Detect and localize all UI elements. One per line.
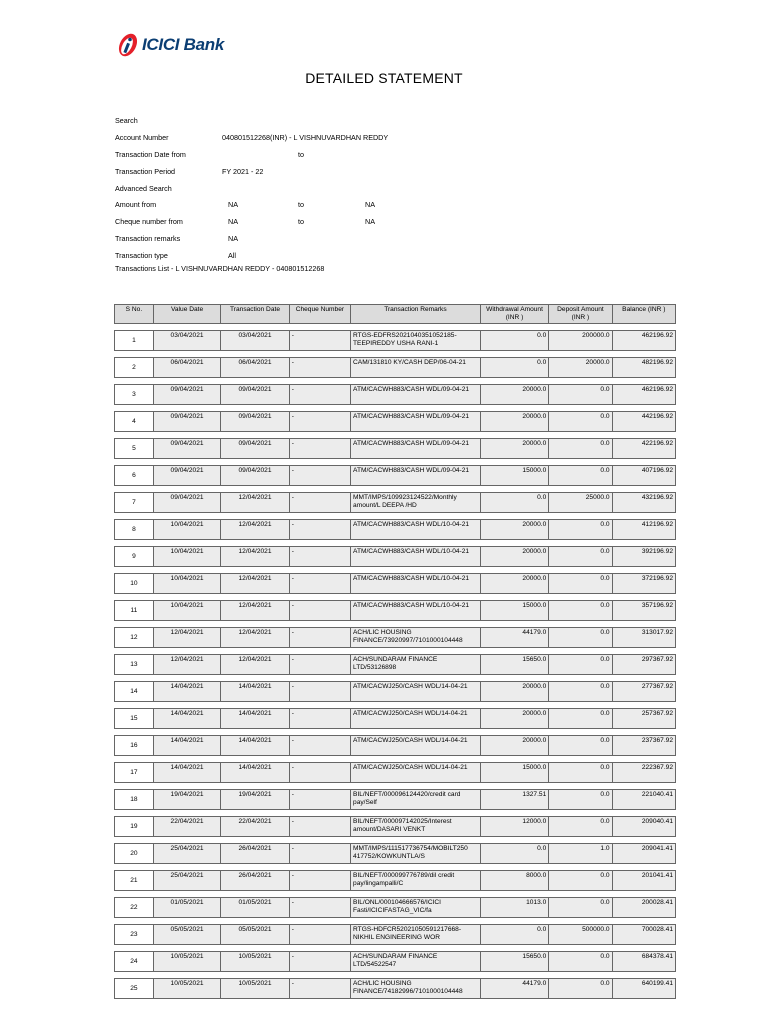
cell-withdrawal: 0.0 [481, 843, 549, 864]
cell-transaction-date: 12/04/2021 [221, 654, 289, 675]
cell-balance: 442196.92 [613, 411, 676, 432]
cell-remarks: RTGS-EDFRS2021040351052185-TEEPIREDDY USHA RANI-1 [351, 330, 481, 351]
table-row [114, 411, 676, 432]
cell-deposit: 0.0 [549, 978, 612, 999]
cell-sno: 6 [114, 465, 154, 486]
cell-balance: 201041.41 [613, 870, 676, 891]
cell-deposit: 0.0 [549, 600, 612, 621]
amount-from-value: NA [228, 200, 238, 210]
cell-balance: 297367.92 [613, 654, 676, 675]
cell-balance: 357196.92 [613, 600, 676, 621]
cell-withdrawal: 0.0 [481, 330, 549, 351]
cell-sno: 7 [114, 492, 154, 513]
cell-sno: 14 [114, 681, 154, 702]
cell-sno: 18 [114, 789, 154, 810]
cell-remarks: ATM/CACWH883/CASH WDL/10-04-21 [351, 573, 481, 594]
transactions-body [114, 330, 676, 999]
account-number-value: 040801512268(INR) - L VISHNUVARDHAN REDDY [222, 132, 389, 142]
remarks-value: NA [228, 234, 238, 244]
cell-value-date: 09/04/2021 [154, 492, 221, 513]
cell-deposit: 500000.0 [549, 924, 612, 945]
table-row [114, 951, 676, 972]
table-row [114, 654, 676, 675]
cell-value-date: 19/04/2021 [154, 789, 221, 810]
cell-withdrawal: 20000.0 [481, 411, 549, 432]
cell-cheque-number: - [290, 897, 351, 918]
cell-cheque-number: - [290, 600, 351, 621]
table-row [114, 816, 676, 837]
cell-deposit: 0.0 [549, 762, 612, 783]
cheque-from-label: Cheque number from [115, 217, 183, 227]
cell-transaction-date: 22/04/2021 [221, 816, 289, 837]
cell-cheque-number: - [290, 492, 351, 513]
amount-to-value: NA [365, 200, 375, 210]
cell-withdrawal: 15000.0 [481, 465, 549, 486]
advanced-search-label: Advanced Search [115, 183, 172, 193]
remarks-label: Transaction remarks [115, 234, 181, 244]
cell-withdrawal: 0.0 [481, 924, 549, 945]
table-row [114, 546, 676, 567]
cell-withdrawal: 1327.51 [481, 789, 549, 810]
cell-value-date: 14/04/2021 [154, 762, 221, 783]
cell-balance: 313017.92 [613, 627, 676, 648]
cell-transaction-date: 12/04/2021 [221, 546, 289, 567]
cell-remarks: ACH/LIC HOUSING FINANCE/73920997/7101000104448 [351, 627, 481, 648]
cell-transaction-date: 12/04/2021 [221, 600, 289, 621]
search-details [115, 113, 675, 278]
cell-sno: 4 [114, 411, 154, 432]
cell-sno: 15 [114, 708, 154, 729]
cell-cheque-number: - [290, 438, 351, 459]
cell-sno: 21 [114, 870, 154, 891]
header-withdrawal: Withdrawal Amount (INR ) [481, 304, 549, 324]
cell-sno: 24 [114, 951, 154, 972]
cell-deposit: 0.0 [549, 681, 612, 702]
cell-cheque-number: - [290, 519, 351, 540]
table-row [114, 897, 676, 918]
cell-remarks: RTGS-HDFCR52021050591217668-NIKHIL ENGINEERING WOR [351, 924, 481, 945]
cell-withdrawal: 20000.0 [481, 546, 549, 567]
cell-deposit: 0.0 [549, 816, 612, 837]
cell-value-date: 25/04/2021 [154, 843, 221, 864]
cell-sno: 11 [114, 600, 154, 621]
table-row [114, 627, 676, 648]
cell-remarks: ATM/CACWH883/CASH WDL/09-04-21 [351, 465, 481, 486]
cell-deposit: 0.0 [549, 627, 612, 648]
cell-deposit: 0.0 [549, 654, 612, 675]
cell-value-date: 14/04/2021 [154, 681, 221, 702]
header-sno: S No. [114, 304, 154, 324]
cell-remarks: ACH/LIC HOUSING FINANCE/74182996/7101000104448 [351, 978, 481, 999]
transactions-table [114, 298, 676, 1005]
cell-withdrawal: 12000.0 [481, 816, 549, 837]
cell-cheque-number: - [290, 843, 351, 864]
amount-from-label: Amount from [115, 200, 157, 210]
cell-cheque-number: - [290, 924, 351, 945]
cell-deposit: 0.0 [549, 411, 612, 432]
cell-withdrawal: 15000.0 [481, 762, 549, 783]
cell-deposit: 20000.0 [549, 357, 612, 378]
cell-remarks: ATM/CACWJ250/CASH WDL/14-04-21 [351, 735, 481, 756]
cell-value-date: 10/04/2021 [154, 519, 221, 540]
cell-balance: 237367.92 [613, 735, 676, 756]
type-value: All [228, 251, 236, 261]
search-label: Search [115, 116, 138, 125]
cell-sno: 9 [114, 546, 154, 567]
table-header-row [114, 304, 676, 324]
cell-balance: 482196.92 [613, 357, 676, 378]
cell-balance: 221040.41 [613, 789, 676, 810]
cell-transaction-date: 14/04/2021 [221, 735, 289, 756]
header-transaction-date: Transaction Date [221, 304, 289, 324]
cell-sno: 19 [114, 816, 154, 837]
cell-cheque-number: - [290, 330, 351, 351]
cell-transaction-date: 09/04/2021 [221, 411, 289, 432]
cell-transaction-date: 06/04/2021 [221, 357, 289, 378]
cheque-to-label: to [298, 217, 304, 227]
cell-balance: 407196.92 [613, 465, 676, 486]
date-to-label: to [298, 149, 304, 159]
cell-cheque-number: - [290, 816, 351, 837]
cell-transaction-date: 19/04/2021 [221, 789, 289, 810]
cell-transaction-date: 12/04/2021 [221, 573, 289, 594]
bank-logo [117, 32, 224, 58]
cell-withdrawal: 20000.0 [481, 438, 549, 459]
cell-balance: 222367.92 [613, 762, 676, 783]
cell-sno: 1 [114, 330, 154, 351]
table-row [114, 492, 676, 513]
cell-transaction-date: 14/04/2021 [221, 681, 289, 702]
cell-withdrawal: 44179.0 [481, 978, 549, 999]
cell-transaction-date: 05/05/2021 [221, 924, 289, 945]
table-row [114, 870, 676, 891]
cell-withdrawal: 0.0 [481, 357, 549, 378]
table-row [114, 600, 676, 621]
cell-withdrawal: 44179.0 [481, 627, 549, 648]
date-from-label: Transaction Date from [115, 149, 186, 159]
cell-remarks: ACH/SUNDARAM FINANCE LTD/53126898 [351, 654, 481, 675]
cell-deposit: 0.0 [549, 870, 612, 891]
cell-sno: 20 [114, 843, 154, 864]
cell-balance: 209041.41 [613, 843, 676, 864]
table-row [114, 789, 676, 810]
cell-value-date: 05/05/2021 [154, 924, 221, 945]
cell-deposit: 200000.0 [549, 330, 612, 351]
cell-balance: 412196.92 [613, 519, 676, 540]
cell-remarks: ATM/CACWH883/CASH WDL/10-04-21 [351, 546, 481, 567]
cell-remarks: BIL/NEFT/000096124420/credit card pay/Self [351, 789, 481, 810]
cell-transaction-date: 09/04/2021 [221, 438, 289, 459]
cell-remarks: ATM/CACWH883/CASH WDL/09-04-21 [351, 411, 481, 432]
cell-remarks: MMT/IMPS/111517736754/MOBILT250 417752/KOWKUNTLA/S [351, 843, 481, 864]
cell-deposit: 0.0 [549, 465, 612, 486]
cell-withdrawal: 15000.0 [481, 600, 549, 621]
cell-withdrawal: 20000.0 [481, 708, 549, 729]
cell-transaction-date: 12/04/2021 [221, 492, 289, 513]
cell-value-date: 09/04/2021 [154, 411, 221, 432]
cell-value-date: 09/04/2021 [154, 465, 221, 486]
cell-transaction-date: 14/04/2021 [221, 762, 289, 783]
table-row [114, 708, 676, 729]
cell-deposit: 0.0 [549, 546, 612, 567]
cell-remarks: BIL/NEFT/000099776789/dil credit pay/lingampalli/C [351, 870, 481, 891]
page-title: DETAILED STATEMENT [305, 70, 463, 86]
cell-balance: 462196.92 [613, 384, 676, 405]
header-deposit: Deposit Amount (INR ) [549, 304, 612, 324]
cell-cheque-number: - [290, 546, 351, 567]
cell-remarks: ATM/CACWH883/CASH WDL/09-04-21 [351, 438, 481, 459]
cell-cheque-number: - [290, 411, 351, 432]
cell-transaction-date: 12/04/2021 [221, 627, 289, 648]
type-label: Transaction type [115, 251, 168, 261]
cell-balance: 372196.92 [613, 573, 676, 594]
cheque-to-value: NA [365, 217, 375, 227]
cell-withdrawal: 20000.0 [481, 573, 549, 594]
cell-transaction-date: 14/04/2021 [221, 708, 289, 729]
cell-withdrawal: 20000.0 [481, 735, 549, 756]
cell-balance: 257367.92 [613, 708, 676, 729]
cell-remarks: ATM/CACWJ250/CASH WDL/14-04-21 [351, 681, 481, 702]
cell-sno: 10 [114, 573, 154, 594]
cell-remarks: ATM/CACWJ250/CASH WDL/14-04-21 [351, 708, 481, 729]
cell-cheque-number: - [290, 654, 351, 675]
cell-value-date: 12/04/2021 [154, 627, 221, 648]
header-remarks: Transaction Remarks [351, 304, 481, 324]
table-row [114, 843, 676, 864]
cell-balance: 209040.41 [613, 816, 676, 837]
cell-balance: 462196.92 [613, 330, 676, 351]
cell-cheque-number: - [290, 627, 351, 648]
cell-deposit: 0.0 [549, 384, 612, 405]
table-row [114, 384, 676, 405]
cell-deposit: 0.0 [549, 438, 612, 459]
transactions-list-label: Transactions List - L VISHNUVARDHAN REDDY - 040801512268 [115, 264, 325, 274]
cell-deposit: 0.0 [549, 519, 612, 540]
icici-logo-icon [117, 32, 139, 58]
cell-transaction-date: 09/04/2021 [221, 465, 289, 486]
period-label: Transaction Period [115, 166, 176, 176]
header-cheque-number: Cheque Number [290, 304, 351, 324]
cell-balance: 432196.92 [613, 492, 676, 513]
cell-cheque-number: - [290, 465, 351, 486]
cell-value-date: 09/04/2021 [154, 384, 221, 405]
cell-sno: 16 [114, 735, 154, 756]
cell-balance: 640199.41 [613, 978, 676, 999]
cell-remarks: CAM/131810 KY/CASH DEP/06-04-21 [351, 357, 481, 378]
cell-deposit: 1.0 [549, 843, 612, 864]
cell-withdrawal: 15650.0 [481, 654, 549, 675]
cell-deposit: 0.0 [549, 897, 612, 918]
cell-deposit: 0.0 [549, 708, 612, 729]
cell-balance: 422196.92 [613, 438, 676, 459]
cell-sno: 13 [114, 654, 154, 675]
cell-withdrawal: 0.0 [481, 492, 549, 513]
cell-cheque-number: - [290, 789, 351, 810]
table-row [114, 519, 676, 540]
cell-value-date: 10/05/2021 [154, 951, 221, 972]
cell-sno: 25 [114, 978, 154, 999]
cell-cheque-number: - [290, 681, 351, 702]
cell-value-date: 10/04/2021 [154, 546, 221, 567]
cell-sno: 22 [114, 897, 154, 918]
table-row [114, 681, 676, 702]
amount-to-label: to [298, 200, 304, 210]
cell-sno: 23 [114, 924, 154, 945]
cell-deposit: 0.0 [549, 789, 612, 810]
cell-remarks: ATM/CACWH883/CASH WDL/09-04-21 [351, 384, 481, 405]
cell-transaction-date: 26/04/2021 [221, 870, 289, 891]
cell-value-date: 10/04/2021 [154, 573, 221, 594]
cell-value-date: 14/04/2021 [154, 735, 221, 756]
cell-deposit: 0.0 [549, 951, 612, 972]
cell-remarks: BIL/ONL/000104666576/ICICI Fasti/ICICIFASTAG_VIC/fa [351, 897, 481, 918]
table-row [114, 978, 676, 999]
cell-deposit: 0.0 [549, 573, 612, 594]
cell-remarks: MMT/IMPS/109923124522/Monthly amount/L DEEPA /HD [351, 492, 481, 513]
cell-deposit: 0.0 [549, 735, 612, 756]
table-row [114, 438, 676, 459]
cell-value-date: 10/04/2021 [154, 600, 221, 621]
cell-transaction-date: 03/04/2021 [221, 330, 289, 351]
cell-value-date: 22/04/2021 [154, 816, 221, 837]
cell-balance: 200028.41 [613, 897, 676, 918]
cell-sno: 17 [114, 762, 154, 783]
cell-sno: 5 [114, 438, 154, 459]
bank-name: ICICI Bank [142, 35, 225, 54]
table-row [114, 465, 676, 486]
cell-balance: 684378.41 [613, 951, 676, 972]
cell-transaction-date: 09/04/2021 [221, 384, 289, 405]
cell-cheque-number: - [290, 573, 351, 594]
cell-cheque-number: - [290, 762, 351, 783]
table-row [114, 762, 676, 783]
cell-value-date: 06/04/2021 [154, 357, 221, 378]
cell-value-date: 10/05/2021 [154, 978, 221, 999]
account-number-label: Account Number [115, 132, 169, 142]
cheque-from-value: NA [228, 217, 238, 227]
cell-cheque-number: - [290, 357, 351, 378]
table-row [114, 357, 676, 378]
cell-balance: 700028.41 [613, 924, 676, 945]
cell-cheque-number: - [290, 384, 351, 405]
cell-deposit: 25000.0 [549, 492, 612, 513]
cell-withdrawal: 8000.0 [481, 870, 549, 891]
cell-cheque-number: - [290, 951, 351, 972]
cell-remarks: ATM/CACWJ250/CASH WDL/14-04-21 [351, 762, 481, 783]
cell-transaction-date: 26/04/2021 [221, 843, 289, 864]
table-row [114, 573, 676, 594]
cell-withdrawal: 20000.0 [481, 384, 549, 405]
cell-withdrawal: 20000.0 [481, 681, 549, 702]
cell-withdrawal: 20000.0 [481, 519, 549, 540]
table-row [114, 735, 676, 756]
cell-transaction-date: 12/04/2021 [221, 519, 289, 540]
cell-value-date: 03/04/2021 [154, 330, 221, 351]
table-row [114, 330, 676, 351]
cell-cheque-number: - [290, 978, 351, 999]
cell-balance: 392196.92 [613, 546, 676, 567]
cell-value-date: 25/04/2021 [154, 870, 221, 891]
cell-transaction-date: 10/05/2021 [221, 951, 289, 972]
cell-sno: 2 [114, 357, 154, 378]
cell-remarks: ACH/SUNDARAM FINANCE LTD/54522547 [351, 951, 481, 972]
cell-value-date: 01/05/2021 [154, 897, 221, 918]
cell-value-date: 14/04/2021 [154, 708, 221, 729]
header-value-date: Value Date [154, 304, 221, 324]
cell-remarks: ATM/CACWH883/CASH WDL/10-04-21 [351, 600, 481, 621]
cell-sno: 12 [114, 627, 154, 648]
cell-balance: 277367.92 [613, 681, 676, 702]
cell-transaction-date: 01/05/2021 [221, 897, 289, 918]
cell-transaction-date: 10/05/2021 [221, 978, 289, 999]
cell-sno: 3 [114, 384, 154, 405]
cell-cheque-number: - [290, 708, 351, 729]
cell-remarks: BIL/NEFT/000097142025/Interest amount/DASARI VENKT [351, 816, 481, 837]
cell-sno: 8 [114, 519, 154, 540]
cell-withdrawal: 1013.0 [481, 897, 549, 918]
cell-value-date: 12/04/2021 [154, 654, 221, 675]
cell-remarks: ATM/CACWH883/CASH WDL/10-04-21 [351, 519, 481, 540]
cell-withdrawal: 15650.0 [481, 951, 549, 972]
cell-cheque-number: - [290, 870, 351, 891]
period-value: FY 2021 - 22 [222, 166, 264, 176]
cell-value-date: 09/04/2021 [154, 438, 221, 459]
cell-cheque-number: - [290, 735, 351, 756]
header-balance: Balance (INR ) [613, 304, 676, 324]
table-row [114, 924, 676, 945]
